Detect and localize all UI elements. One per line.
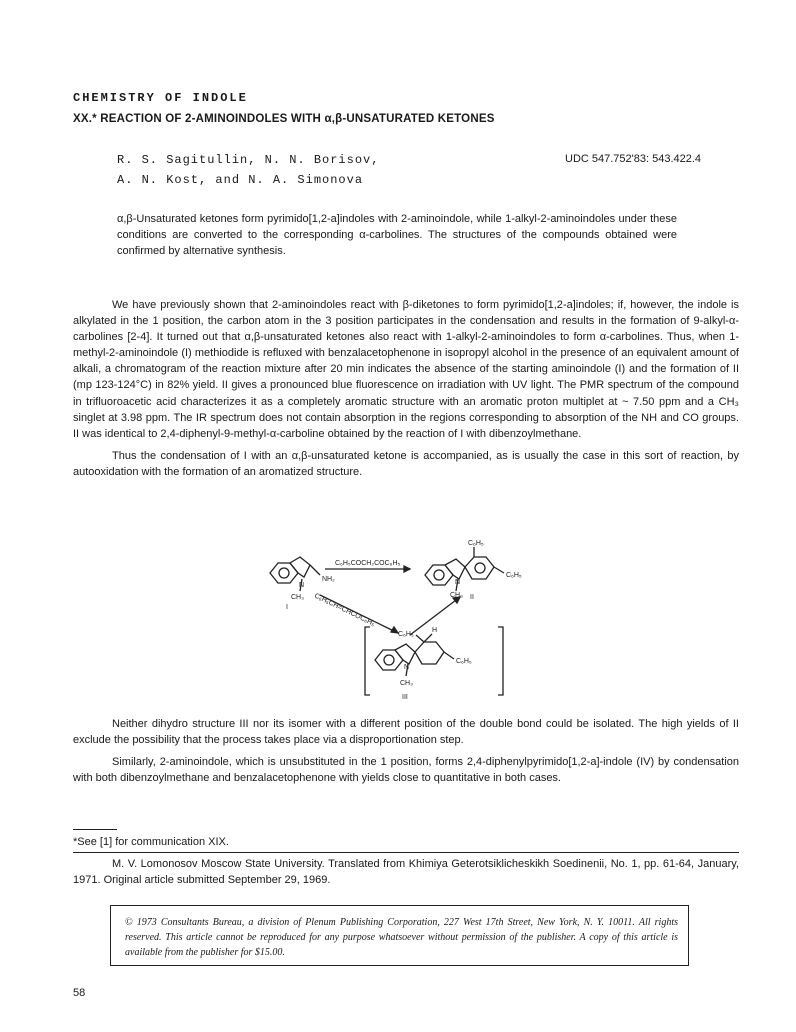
- udc-code: UDC 547.752'83: 543.422.4: [565, 153, 702, 165]
- ch3-label-i: CH₃: [291, 594, 304, 601]
- c6h5-iii: C₆H₅: [398, 631, 414, 638]
- compound-i-pyrrole: [290, 557, 310, 577]
- compound-iii-pyrrole: [395, 644, 415, 664]
- reagent-diag-label: C₆H₅CH=CHCOC₆H₅: [313, 592, 376, 628]
- ch3-label-ii: CH₃: [450, 592, 463, 599]
- c6h5-ii-right: C₆H₅: [506, 572, 522, 579]
- label-i: I: [286, 604, 288, 611]
- footnote: *See [1] for communication XIX.: [73, 836, 229, 848]
- c6h5-ii-top: C₆H₅: [468, 540, 484, 547]
- authors-line-2: A. N. Kost, and N. A. Simonova: [117, 173, 364, 187]
- paragraph-4: Similarly, 2-aminoindole, which is unsubstituted in the 1 position, forms 2,4-diphenylpyrimido[1,2-a]-indole (IV) by condensation with both dibenzoylmethane and benzalacetophenone with yields close to quantitative in both cases.: [73, 756, 739, 785]
- page-number: 58: [73, 987, 86, 999]
- label-iii: III: [402, 694, 408, 701]
- paragraph-1: We have previously shown that 2-aminoindoles react with β-diketones to form pyrimido[1,2-a]indoles; if, however, the indole is alkylated in the 1 position, the carbon atom in the 3 position participates in the condensation and results in the formation of 9-alkyl-α-carbolines [2-4]. It turned out that α,β-unsaturated ketones also react with 1-alkyl-2-aminoindoles to form α-carbolines. Thus, when 1-methyl-2-aminoindole (I) methiodide is refluxed with benzalacetophenone in isopropyl alcohol in the presence of an equivalent amount of alkali, a chromatogram of the reaction mixture after 20 min indicates the absence of the starting aminoindole (I) and the formation of II (mp 123-124°C) in 82% yield. II gives a pronounced blue fluorescence on irradiation with UV light. The PMR spectrum of the compound in trifluoroacetic acid characterizes it as a completely aromatic structure with an aromatic proton multiplet at ~ 7.50 ppm and a CH₃ singlet at 3.98 ppm. The IR spectrum does not contain absorption in the regions corresponding to absorption of the NH and CO groups. II was identical to 2,4-diphenyl-9-methyl-α-carboline obtained by the reaction of I with dibenzoylmethane.: [73, 299, 739, 440]
- compound-ii-pyridine: [465, 557, 494, 579]
- ch3-label-iii: CH₃: [400, 680, 413, 687]
- reaction-scheme: [260, 535, 550, 710]
- label-ii: II: [470, 594, 474, 601]
- body-section-1: [73, 297, 739, 480]
- paragraph-2: Thus the condensation of I with an α,β-unsaturated ketone is accompanied, as is usually the case in this sort of reaction, by autooxidation with the formation of an aromatized structure.: [73, 449, 739, 478]
- author-list: [117, 150, 379, 190]
- n-label-ii: N: [455, 579, 461, 586]
- nh2-label: NH₂: [322, 576, 335, 583]
- c6h5-iii-right: C₆H₅: [456, 658, 472, 665]
- abstract: α,β-Unsaturated ketones form pyrimido[1,2-a]indoles with 2-aminoindole, while 1-alkyl-2-aminoindoles under these conditions are converted to the corresponding α-carbolines. The structures of the compounds obtained were confirmed by alternative synthesis.: [117, 213, 677, 257]
- copyright-text: © 1973 Consultants Bureau, a division of Plenum Publishing Corporation, 227 West 17th Street, New York, N. Y. 10011. All rights reserved. This article cannot be reproduced for any purpose whatsoever without permission of the publisher. A copy of this article is available from the publisher for $15.00.: [125, 917, 678, 958]
- bracket-right: [498, 627, 503, 695]
- series-title: CHEMISTRY OF INDOLE: [73, 91, 248, 105]
- footnote-rule: [73, 829, 117, 830]
- affiliation-rule: [73, 852, 739, 853]
- compound-ii-pyrrole: [445, 559, 465, 579]
- authors-line-1: R. S. Sagitullin, N. N. Borisov,: [117, 153, 380, 167]
- bracket-left: [365, 627, 370, 695]
- compound-iii-ring: [415, 642, 444, 664]
- h-label-iii: H: [432, 627, 438, 634]
- paragraph-3: Neither dihydro structure III nor its isomer with a different position of the double bond could be isolated. The high yields of II exclude the possibility that the process takes place via a disproportionation step.: [73, 718, 739, 747]
- affiliation: M. V. Lomonosov Moscow State University. Translated from Khimiya Geterotsiklicheskikh Soedinenii, No. 1, pp. 61-64, January, 1971. Original article submitted September 29, 1969.: [73, 858, 739, 886]
- compound-i-benzene: [270, 563, 298, 583]
- copyright-box: [110, 905, 689, 966]
- article-title: XX.* REACTION OF 2-AMINOINDOLES WITH α,β-UNSATURATED KETONES: [73, 113, 495, 125]
- n-label-iii: N: [404, 664, 410, 671]
- n-label-i: N: [299, 582, 305, 589]
- compound-iii-benzene: [375, 650, 403, 670]
- compound-ii-benzene: [425, 565, 453, 585]
- body-section-2: [73, 716, 739, 786]
- reagent-top-label: C₆H₅COCH₂COC₆H₅: [335, 560, 401, 567]
